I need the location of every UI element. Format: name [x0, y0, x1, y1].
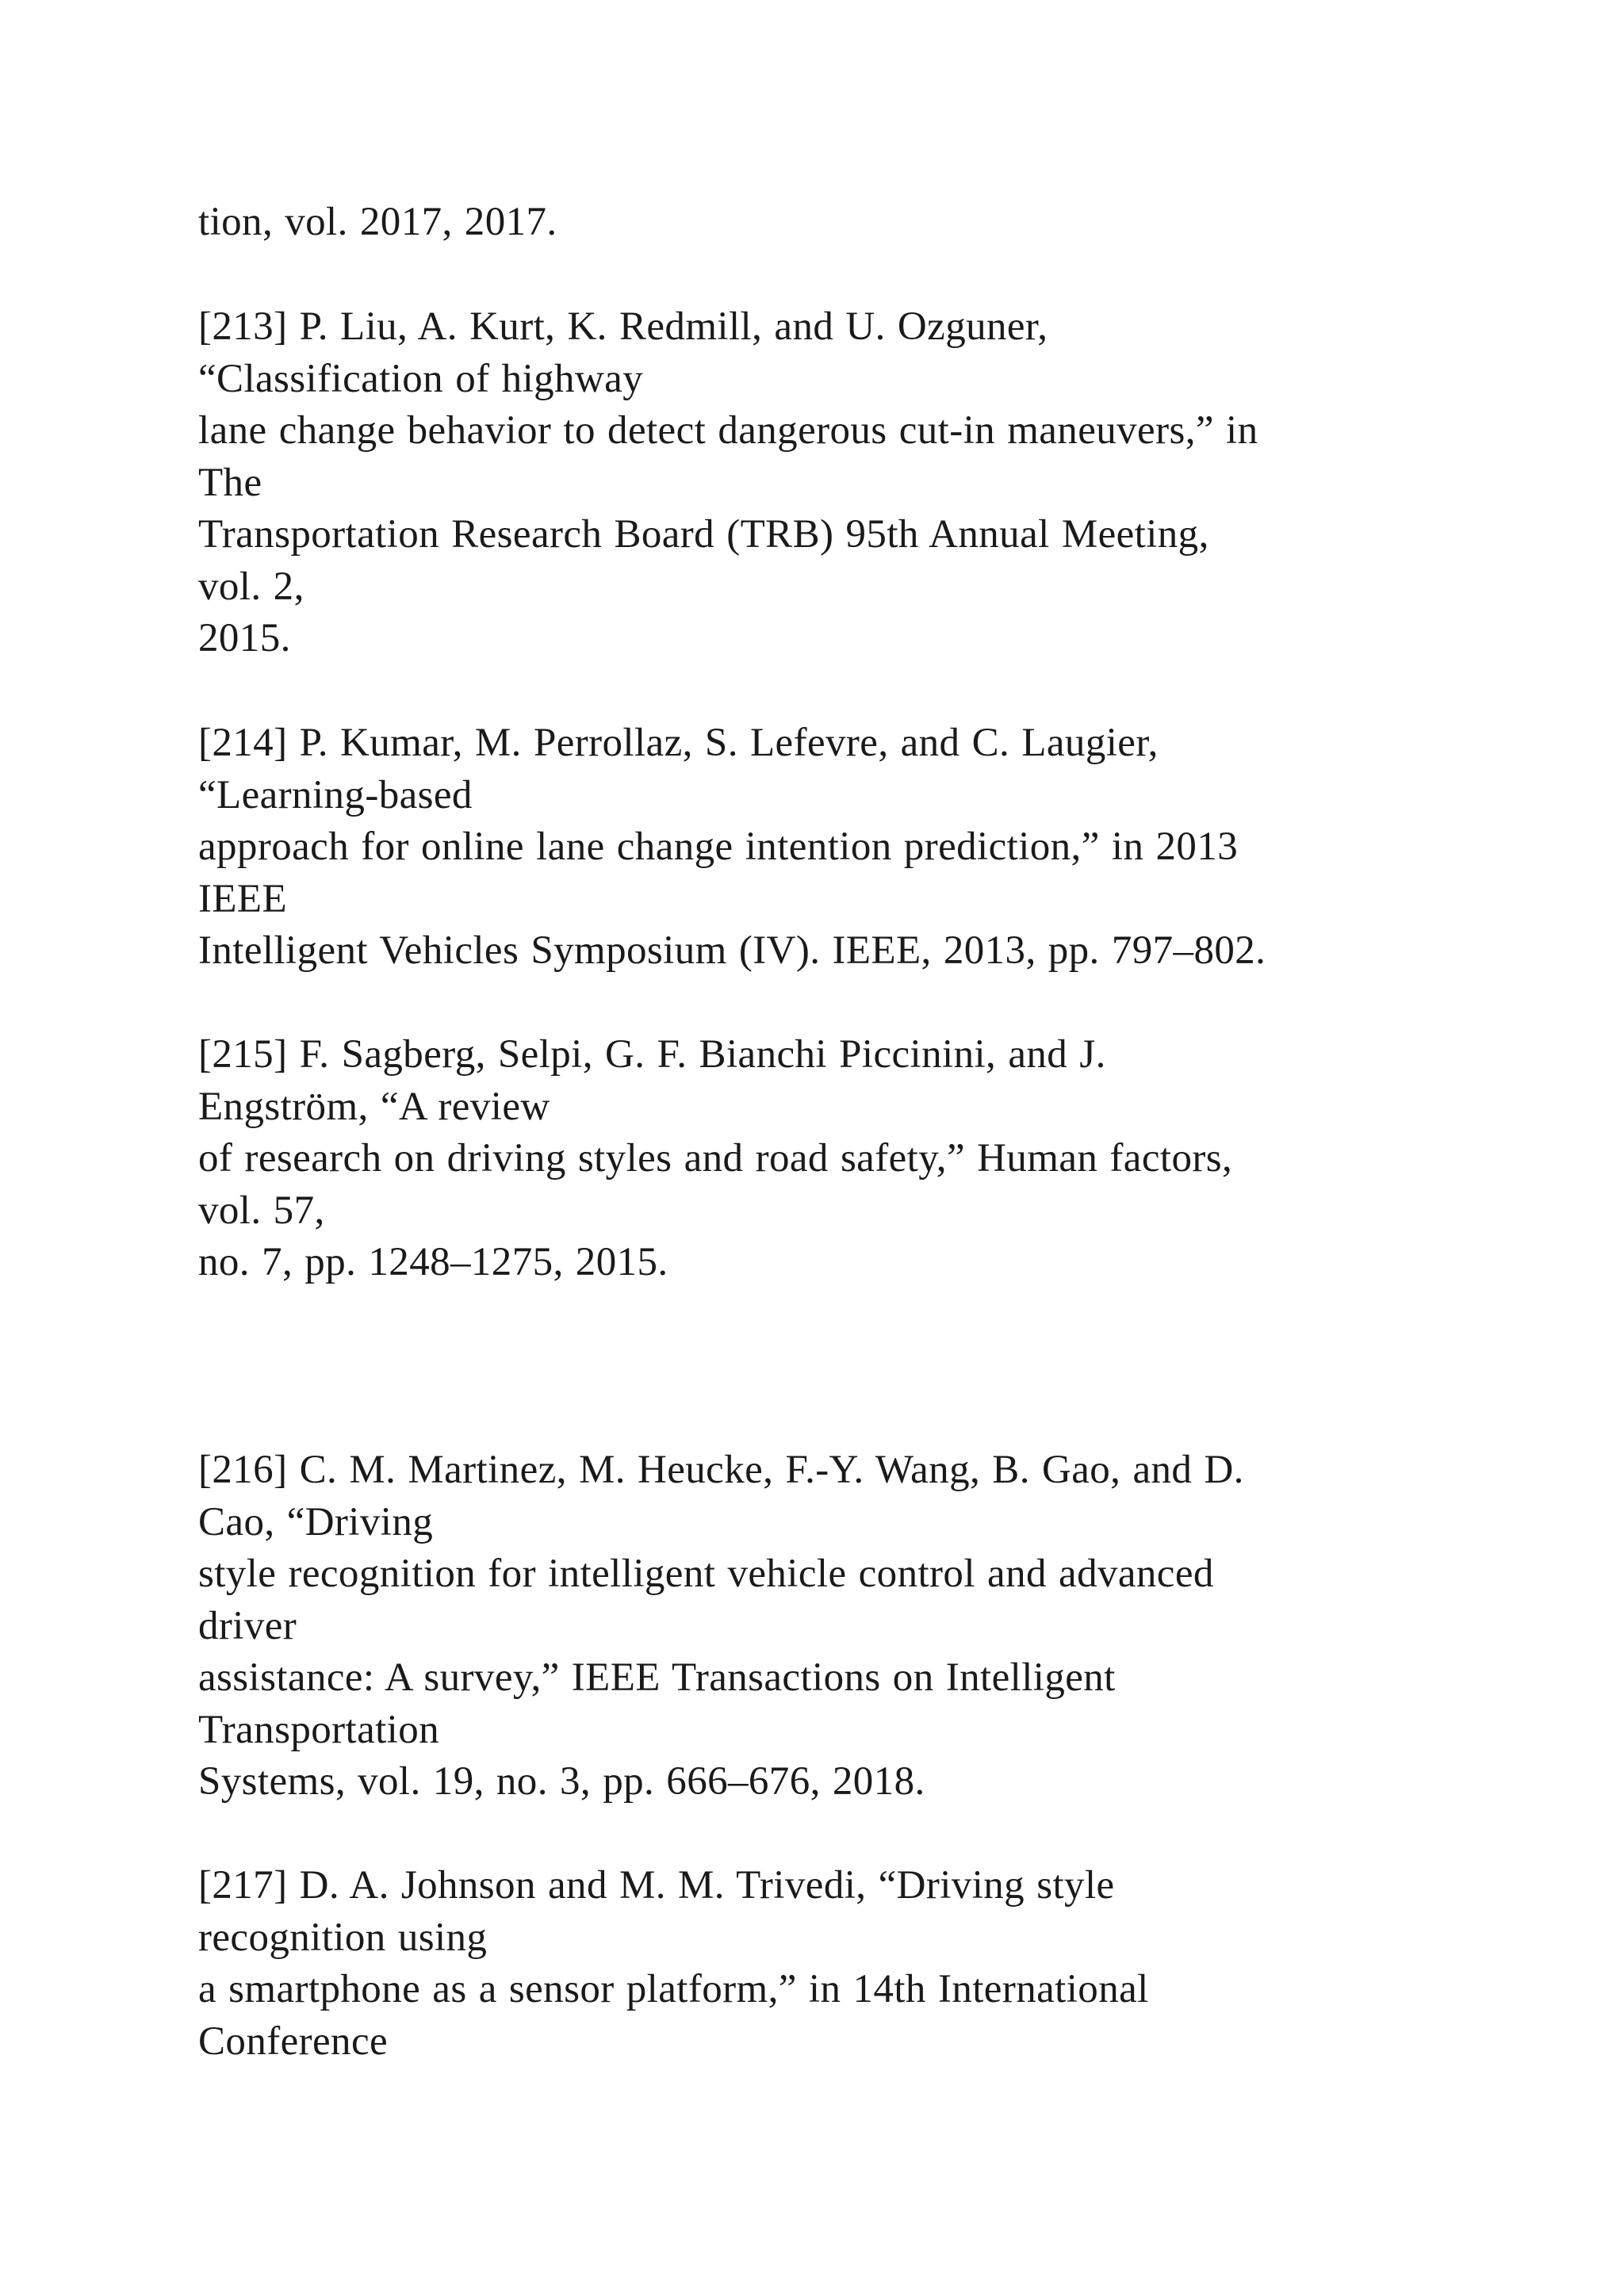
- reference-line: “Classification of highway: [198, 356, 644, 401]
- reference-line: [215] F. Sagberg, Selpi, G. F. Bianchi Piccinini, and J.: [198, 1032, 1106, 1077]
- reference-215: [198, 1029, 1546, 1289]
- reference-line: Intelligent Vehicles Symposium (IV). IEEE, 2013, pp. 797–802.: [198, 928, 1266, 973]
- reference-line: a smartphone as a sensor platform,” in 14th International: [198, 1967, 1149, 2011]
- reference-line: Cao, “Driving: [198, 1499, 434, 1544]
- reference-line: [213] P. Liu, A. Kurt, K. Redmill, and U. Ozguner,: [198, 304, 1048, 349]
- reference-216: [198, 1445, 1546, 1808]
- reference-line: tion, vol. 2017, 2017.: [198, 200, 557, 244]
- reference-line: lane change behavior to detect dangerous cut-in maneuvers,” in: [198, 408, 1258, 453]
- reference-line: Transportation: [198, 1707, 440, 1752]
- reference-line: approach for online lane change intention prediction,” in 2013: [198, 825, 1239, 869]
- reference-line: [216] C. M. Martinez, M. Heucke, F.-Y. Wang, B. Gao, and D.: [198, 1448, 1244, 1492]
- reference-line: style recognition for intelligent vehicle control and advanced: [198, 1552, 1214, 1596]
- reference-line: Conference: [198, 2019, 389, 2064]
- reference-line: The: [198, 460, 262, 505]
- reference-line: 2015.: [198, 616, 291, 660]
- reference-line: [214] P. Kumar, M. Perrollaz, S. Lefevre, and C. Laugier,: [198, 721, 1159, 765]
- reference-line: IEEE: [198, 876, 288, 921]
- reference-line: Systems, vol. 19, no. 3, pp. 666–676, 2018.: [198, 1759, 925, 1804]
- reference-line: no. 7, pp. 1248–1275, 2015.: [198, 1240, 668, 1284]
- reference-continuation: [198, 197, 1546, 249]
- reference-line: assistance: A survey,” IEEE Transactions on Intelligent: [198, 1655, 1116, 1700]
- reference-217: [198, 1860, 1546, 2068]
- reference-line: Engström, “A review: [198, 1084, 550, 1129]
- reference-line: [217] D. A. Johnson and M. M. Trivedi, “Driving style: [198, 1863, 1115, 1908]
- reference-213: [198, 301, 1546, 665]
- reference-line: “Learning-based: [198, 772, 473, 817]
- reference-line: of research on driving styles and road safety,” Human factors,: [198, 1136, 1233, 1181]
- reference-line: vol. 57,: [198, 1188, 325, 1233]
- reference-line: driver: [198, 1603, 297, 1648]
- reference-214: [198, 718, 1546, 978]
- reference-line: recognition using: [198, 1915, 488, 1960]
- reference-line: Transportation Research Board (TRB) 95th Annual Meeting,: [198, 512, 1209, 557]
- reference-line: vol. 2,: [198, 564, 304, 609]
